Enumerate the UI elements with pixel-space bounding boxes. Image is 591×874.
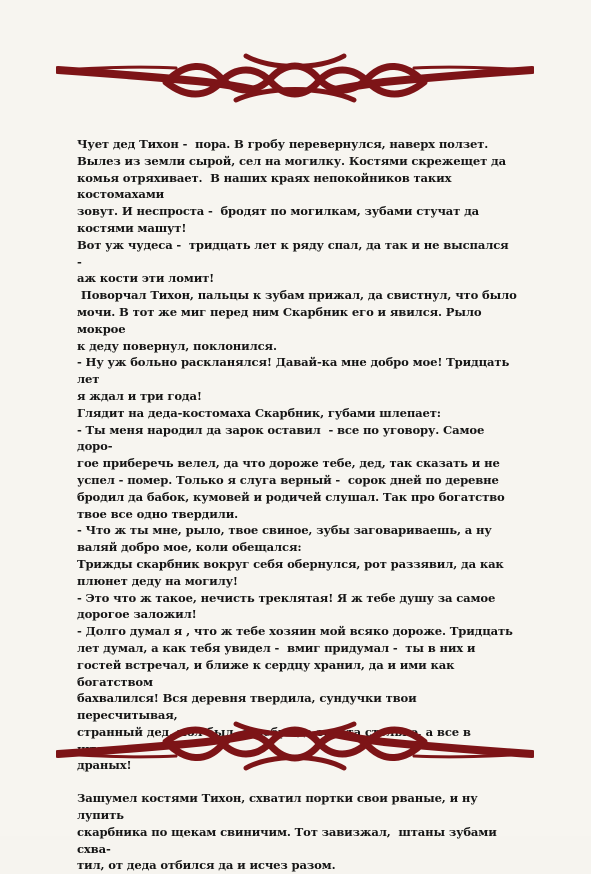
text-line: гое приберечь велел, да что дороже тебе, дед, так сказать и не xyxy=(77,456,500,471)
text-line: дорогое заложил! xyxy=(77,607,197,622)
text-line: мочи. В тот же миг перед ним Скарбник его и явился. Рыло мокрое xyxy=(77,304,486,336)
text-line: странный дед, мол был, серебра да золота столько, а все в штанах xyxy=(77,724,475,756)
text-line: - Ну уж больно раскланялся! Давай-ка мне добро мое! Тридцать лет xyxy=(77,355,514,387)
text-line: Чует дед Тихон - пора. В гробу перевернулся, наверх ползет. xyxy=(77,137,489,151)
text-line: - Это что ж такое, нечисть треклятая! Я ж тебе душу за самое xyxy=(77,590,496,605)
text-line: Вылез из земли сырой, сел на могилку. Костями скрежещет да xyxy=(77,153,506,168)
text-line: лет думал, а как тебя увидел - вмиг придумал - ты в них и xyxy=(77,640,476,655)
top-ornament xyxy=(56,52,534,104)
text-line: успел - помер. Только я слуга верный - сорок дней по деревне xyxy=(77,472,499,487)
text-line: Трижды скарбник вокруг себя обернулся, рот раззявил, да как xyxy=(77,556,504,571)
text-line: твое все одно твердили. xyxy=(77,506,239,521)
text-line: бахвалился! Вся деревня твердила, сундучки твои пересчитывая, xyxy=(77,691,421,723)
closing-line: тил, от деда отбился да и исчез разом. xyxy=(77,858,336,873)
text-line: Вот уж чудеса - тридцать лет к ряду спал, да так и не выспался - xyxy=(77,237,513,269)
text-line: аж кости эти ломит! xyxy=(77,271,215,286)
text-line: к деду повернул, поклонился. xyxy=(77,338,277,353)
text-line: валяй добро мое, коли обещался: xyxy=(77,540,302,555)
text-line: бродил да бабок, кумовей и родичей слушал. Так про богатство xyxy=(77,489,505,504)
bottom-ornament xyxy=(56,720,534,772)
text-line: комья отряхивает. В наших краях непокойников таких костомахами xyxy=(77,170,456,202)
text-line: Поворчал Тихон, пальцы к зубам прижал, да свистнул, что было xyxy=(77,288,517,303)
closing-line: Зашумел костями Тихон, схватил портки свои рваные, и ну лупить xyxy=(77,791,482,823)
text-line: - Ты меня народил да зарок оставил - все по уговору. Самое доро- xyxy=(77,422,489,454)
text-line: гостей встречал, и ближе к сердцу хранил, да и ими как богатством xyxy=(77,657,459,689)
text-line: я ждал и три года! xyxy=(77,388,202,403)
text-line: зовут. И неспроста - бродят по могилкам, зубами стучат да xyxy=(77,204,480,219)
text-line: плюнет деду на могилу! xyxy=(77,573,238,588)
closing-line: скарбника по щекам свиничим. Тот завизжал, штаны зубами схва- xyxy=(77,824,501,856)
text-line: драных! xyxy=(77,758,132,773)
text-line: костями машут! xyxy=(77,220,187,235)
text-line: - Долго думал я , что ж тебе хозяин мой всяко дороже. Тридцать xyxy=(77,624,513,639)
text-line: - Что ж ты мне, рыло, твое свиное, зубы заговариваешь, а ну xyxy=(77,523,492,538)
text-line: Глядит на деда-костомаха Скарбник, губами шлепает: xyxy=(77,405,441,420)
